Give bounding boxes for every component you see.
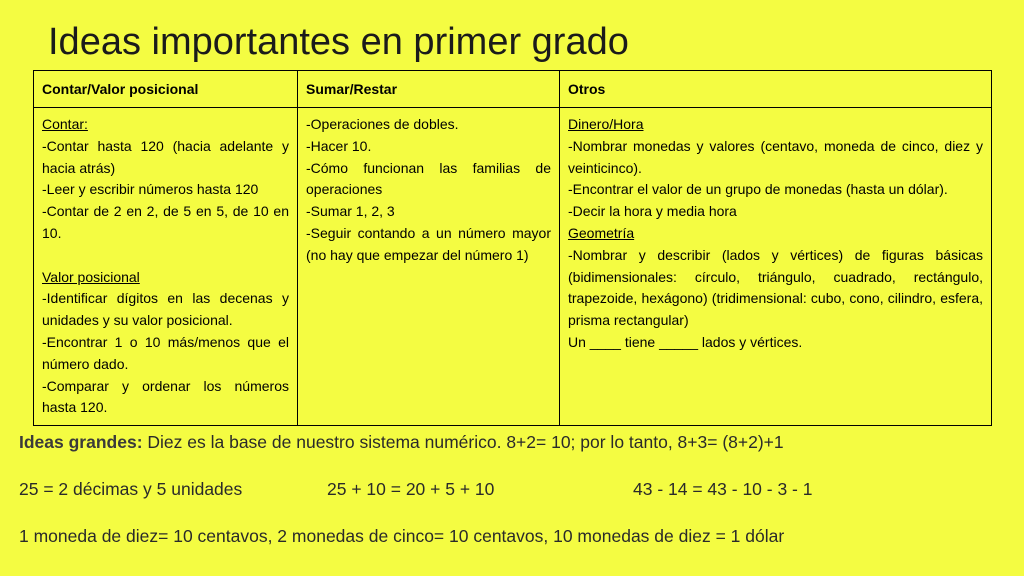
- spacer: [42, 245, 289, 267]
- table-header-row: [34, 71, 992, 108]
- list-item: -Contar hasta 120 (hacia adelante y hacia atrás): [42, 137, 289, 176]
- header-otros: Otros: [560, 71, 992, 108]
- list-item: -Nombrar monedas y valores (centavo, moneda de cinco, diez y veinticinco).: [568, 137, 983, 176]
- equation-sum: 25 + 10 = 20 + 5 + 10: [327, 479, 495, 499]
- big-ideas-text: Diez es la base de nuestro sistema numérico. 8+2= 10; por lo tanto, 8+3= (8+2)+1: [142, 432, 784, 452]
- money-line: 1 moneda de diez= 10 centavos, 2 monedas de cinco= 10 centavos, 10 monedas de diez = 1 dólar: [19, 526, 785, 546]
- section-heading: Contar:: [42, 116, 88, 132]
- big-ideas-label: Ideas grandes:: [19, 432, 143, 452]
- equation-decimas: 25 = 2 décimas y 5 unidades: [19, 479, 243, 499]
- list-item: -Encontrar 1 o 10 más/menos que el número dado.: [42, 333, 289, 372]
- list-item: -Cómo funcionan las familias de operaciones: [306, 159, 551, 198]
- content-table: [33, 70, 992, 426]
- cell-contar: [34, 108, 298, 426]
- cell-sumar: [298, 108, 560, 426]
- list-item: -Comparar y ordenar los números hasta 120.: [42, 377, 289, 416]
- header-contar: Contar/Valor posicional: [34, 71, 298, 108]
- cell-otros: [560, 108, 992, 426]
- page-title: Ideas importantes en primer grado: [48, 21, 629, 63]
- list-item: -Seguir contando a un número mayor (no hay que empezar del número 1): [306, 224, 551, 263]
- big-ideas-line: [19, 432, 784, 453]
- section-heading: Geometría: [568, 224, 635, 241]
- section-heading: Dinero/Hora: [568, 116, 644, 132]
- equation-difference: 43 - 14 = 43 - 10 - 3 - 1: [633, 479, 813, 499]
- list-item: -Identificar dígitos en las decenas y unidades y su valor posicional.: [42, 290, 289, 329]
- list-item: -Leer y escribir números hasta 120: [42, 181, 259, 198]
- list-item: -Operaciones de dobles.: [306, 116, 459, 132]
- section-heading: Valor posicional: [42, 268, 140, 285]
- list-item: -Nombrar y describir (lados y vértices) de figuras básicas (bidimensionales: círculo, triángulo, cuadrado, rectángulo, trapezoide, hexágono) (tridimensional: cubo, cono, cilindro, esfera, prisma rectangular): [568, 246, 983, 329]
- list-item: -Encontrar el valor de un grupo de monedas (hasta un dólar).: [568, 181, 948, 198]
- list-item: -Hacer 10.: [306, 137, 372, 154]
- list-item: -Sumar 1, 2, 3: [306, 203, 395, 220]
- list-item: -Contar de 2 en 2, de 5 en 5, de 10 en 10.: [42, 203, 289, 241]
- list-item: Un ____ tiene _____ lados y vértices.: [568, 333, 803, 350]
- header-sumar: Sumar/Restar: [298, 71, 560, 108]
- list-item: -Decir la hora y media hora: [568, 203, 737, 220]
- table-body-row: [34, 108, 992, 426]
